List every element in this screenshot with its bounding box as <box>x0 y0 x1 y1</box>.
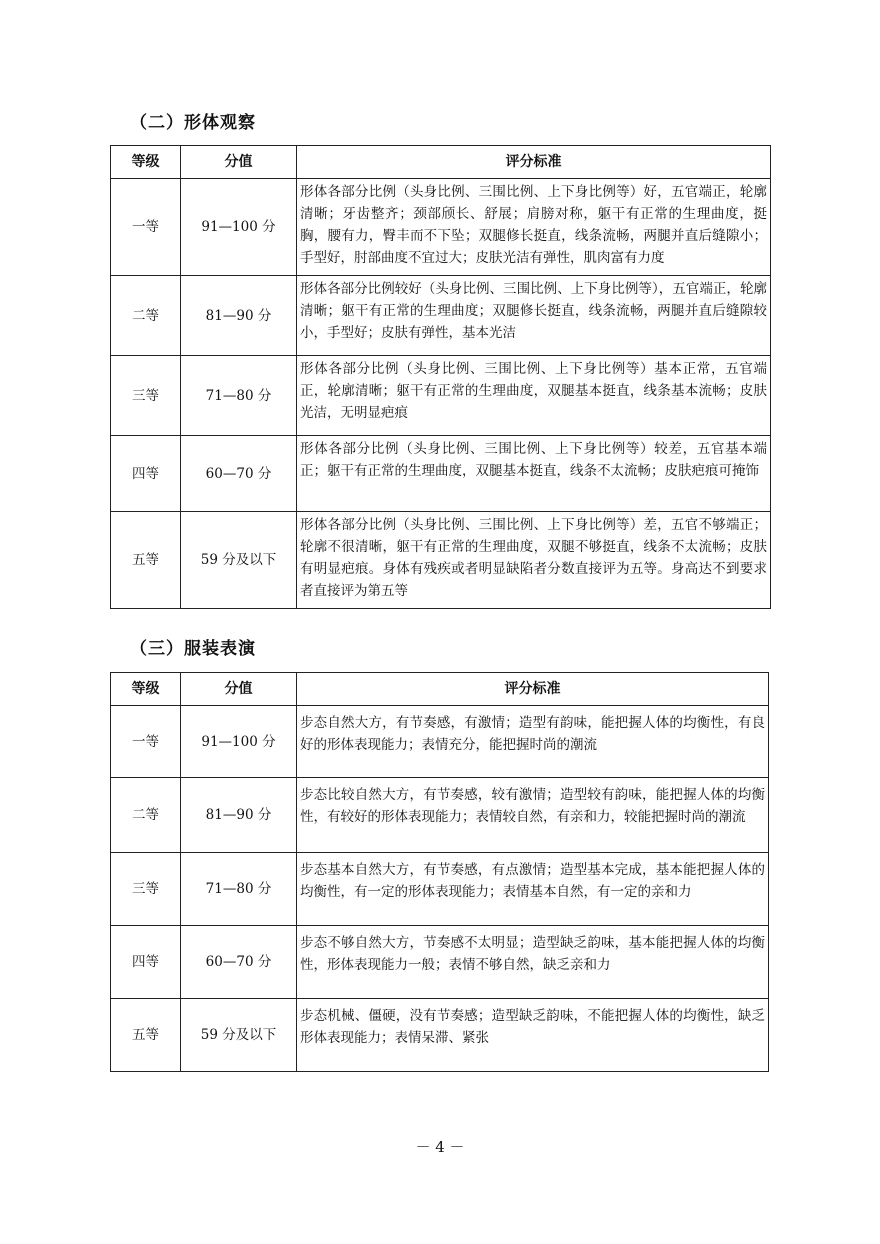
grade-cell: 五等 <box>111 999 181 1072</box>
criteria-cell: 形体各部分比例（头身比例、三围比例、上下身比例等）基本正常，五官端正，轮廓清晰；躯干有正常的生理曲度，双腿基本挺直，线条基本流畅；皮肤光洁，无明显疤痕 <box>297 356 771 436</box>
criteria-cell: 步态不够自然大方，节奏感不太明显；造型缺乏韵味，基本能把握人体的均衡性，形体表现能力一般；表情不够自然，缺乏亲和力 <box>297 926 769 999</box>
grade-cell: 四等 <box>111 436 181 512</box>
grade-cell: 二等 <box>111 778 181 853</box>
grade-cell: 五等 <box>111 512 181 609</box>
criteria-cell: 步态机械、僵硬，没有节奏感；造型缺乏韵味，不能把握人体的均衡性，缺乏形体表现能力；表情呆滞、紧张 <box>297 999 769 1072</box>
grade-cell: 三等 <box>111 853 181 926</box>
section-heading-fashion-show: （三）服装表演 <box>130 639 256 659</box>
table-row <box>111 999 769 1072</box>
score-header: 分值 <box>181 673 297 706</box>
criteria-cell: 步态比较自然大方，有节奏感，较有激情；造型较有韵味，能把握人体的均衡性，有较好的形体表现能力；表情较自然，有亲和力，较能把握时尚的潮流 <box>297 778 769 853</box>
body-observation-table <box>110 145 771 609</box>
grade-cell: 一等 <box>111 179 181 276</box>
criteria-cell: 形体各部分比例（头身比例、三围比例、上下身比例等）较差，五官基本端正；躯干有正常的生理曲度，双腿基本挺直，线条不太流畅；皮肤疤痕可掩饰 <box>297 436 771 512</box>
grade-cell: 三等 <box>111 356 181 436</box>
section-heading-body-observation: （二）形体观察 <box>130 113 256 133</box>
score-cell: 91—100 分 <box>181 706 297 778</box>
score-header: 分值 <box>181 146 297 179</box>
score-cell: 81—90 分 <box>181 778 297 853</box>
table-row <box>111 706 769 778</box>
criteria-header: 评分标准 <box>297 146 771 179</box>
table-row <box>111 356 771 436</box>
grade-header: 等级 <box>111 146 181 179</box>
criteria-cell: 形体各部分比例（头身比例、三围比例、上下身比例等）差，五官不够端正；轮廓不很清晰，躯干有正常的生理曲度，双腿不够挺直，线条不太流畅；皮肤有明显疤痕。身体有残疾或者明显缺陷者分数直接评为五等。身高达不到要求者直接评为第五等 <box>297 512 771 609</box>
criteria-cell: 形体各部分比例（头身比例、三围比例、上下身比例等）好，五官端正，轮廓清晰；牙齿整齐；颈部颀长、舒展；肩膀对称，躯干有正常的生理曲度，挺胸，腰有力，臀丰而不下坠；双腿修长挺直，线条流畅，两腿并直后缝隙小；手型好，肘部曲度不宜过大；皮肤光洁有弹性，肌肉富有力度 <box>297 179 771 276</box>
table-row <box>111 778 769 853</box>
table-row <box>111 276 771 356</box>
grade-header: 等级 <box>111 673 181 706</box>
score-cell: 60—70 分 <box>181 926 297 999</box>
score-cell: 81—90 分 <box>181 276 297 356</box>
fashion-show-table <box>110 672 769 1072</box>
criteria-cell: 步态基本自然大方，有节奏感，有点激情；造型基本完成，基本能把握人体的均衡性，有一定的形体表现能力；表情基本自然，有一定的亲和力 <box>297 853 769 926</box>
grade-cell: 一等 <box>111 706 181 778</box>
score-cell: 60—70 分 <box>181 436 297 512</box>
score-cell: 59 分及以下 <box>181 512 297 609</box>
grade-cell: 四等 <box>111 926 181 999</box>
table-row <box>111 926 769 999</box>
page-number: － 4 － <box>415 1138 465 1156</box>
score-cell: 71—80 分 <box>181 853 297 926</box>
score-cell: 59 分及以下 <box>181 999 297 1072</box>
score-cell: 91—100 分 <box>181 179 297 276</box>
grade-cell: 二等 <box>111 276 181 356</box>
table-row <box>111 853 769 926</box>
criteria-cell: 步态自然大方，有节奏感，有激情；造型有韵味，能把握人体的均衡性，有良好的形体表现能力；表情充分，能把握时尚的潮流 <box>297 706 769 778</box>
table-row <box>111 436 771 512</box>
score-cell: 71—80 分 <box>181 356 297 436</box>
criteria-cell: 形体各部分比例较好（头身比例、三围比例、上下身比例等），五官端正，轮廓清晰；躯干有正常的生理曲度；双腿修长挺直，线条流畅，两腿并直后缝隙较小，手型好；皮肤有弹性，基本光洁 <box>297 276 771 356</box>
table-row <box>111 179 771 276</box>
table-header-row <box>111 146 771 179</box>
table-row <box>111 512 771 609</box>
criteria-header: 评分标准 <box>297 673 769 706</box>
table-header-row <box>111 673 769 706</box>
